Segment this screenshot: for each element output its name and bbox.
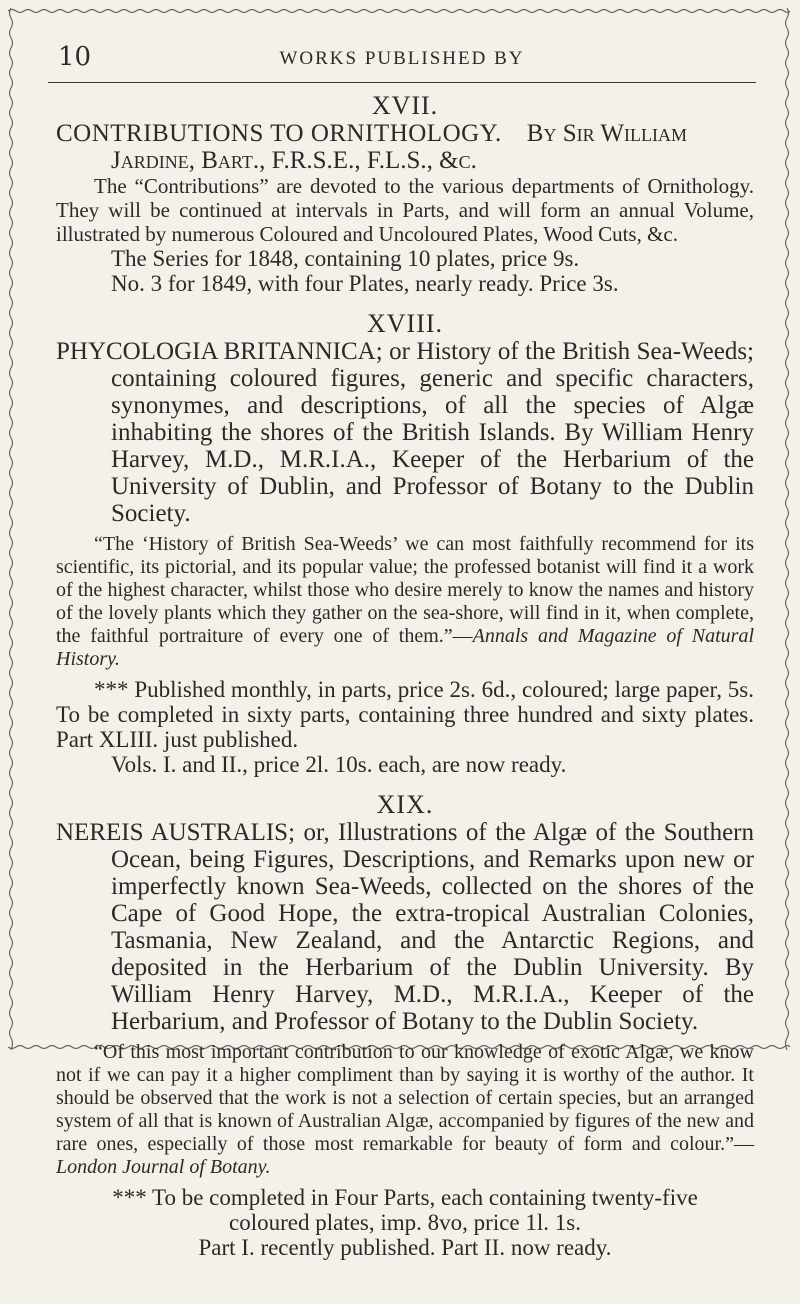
quote-source: London Journal of Botany. bbox=[56, 1156, 271, 1178]
page-header bbox=[48, 42, 756, 83]
section-body: The “Contributions” are devoted to the various departments of Ornithology. They will be continued at intervals in Parts, and will form an annual Volume, illustrated by numerous Coloured and Uncoloured Plates, Wood Cuts, &c. bbox=[56, 174, 754, 246]
page-number: 10 bbox=[58, 42, 92, 72]
quote-text: “The ‘History of British Sea-Weeds’ we can most faithfully recommend for its scientific, its pictorial, and its popular value; the professed botanist will find it a work of the highest character, whilst those who desire merely to know the names and history of the lovely plants which they gather on the sea-shore, will find in it, when complete, the faithful portraiture of every one of them.”— bbox=[56, 533, 754, 647]
publication-notice: *** To be completed in Four Parts, each containing twenty-five coloured plates, imp. 8vo, price 1l. 1s. bbox=[112, 1185, 698, 1235]
series-line: The Series for 1848, containing 10 plates, price 9s. bbox=[111, 246, 580, 271]
page-content bbox=[56, 92, 754, 1260]
section-title: PHYCOLOGIA BRITANNICA; or History of the British Sea-Weeds; containing coloured figures, generic and specific characters, synonymes, and descriptions, of all the species of Algæ inhabiting the shores of the British Islands. By William Henry Harvey, M.D., M.R.I.A., Keeper of the Herbarium of the University of Dublin, and Professor of Botany to the Dublin Society. bbox=[56, 338, 754, 527]
title-author-line: Jardine, Bart., F.R.S.E., F.L.S., &c. bbox=[111, 147, 477, 174]
border-left-ornament bbox=[8, 8, 14, 1050]
section-number: XVIII. bbox=[366, 309, 444, 338]
review-quote bbox=[56, 533, 754, 671]
number-line: No. 3 for 1849, with four Plates, nearly ready. Price 3s. bbox=[111, 271, 619, 296]
section-number: XVII. bbox=[371, 91, 439, 120]
section-number: XIX. bbox=[376, 790, 434, 819]
quote-source: Annals and Magazine of Natural History. bbox=[56, 625, 755, 670]
border-top-ornament bbox=[8, 8, 790, 14]
section-title: NEREIS AUSTRALIS; or, Illustrations of the Algæ of the Southern Ocean, being Figures, Descriptions, and Remarks upon new or imperfectly known Sea-Weeds, collected on the shores of the Cape of Good Hope, the extra-tropical Australian Colonies, Tasmania, New Zealand, and the Antarctic Regions, and deposited in the Herbarium of the Dublin University. By William Henry Harvey, M.D., M.R.I.A., Keeper of the Herbarium, and Professor of Botany to the Dublin Society. bbox=[56, 819, 754, 1035]
review-quote bbox=[56, 1041, 754, 1179]
section-xix bbox=[56, 791, 754, 1260]
page-frame bbox=[8, 8, 790, 1260]
title-author: By Sir William bbox=[526, 120, 687, 147]
section-xviii bbox=[56, 310, 754, 777]
parts-line: Part I. recently published. Part II. now ready. bbox=[198, 1235, 612, 1260]
section-xvii bbox=[56, 92, 754, 296]
publication-notice: *** Published monthly, in parts, price 2s. 6d., coloured; large paper, 5s. To be completed in sixty parts, containing three hundred and sixty plates. Part XLIII. just published. bbox=[56, 677, 754, 752]
border-right-ornament bbox=[784, 8, 790, 1050]
section-title bbox=[56, 120, 754, 147]
title-main: CONTRIBUTIONS TO ORNITHOLOGY. bbox=[56, 120, 502, 147]
volumes-line: Vols. I. and II., price 2l. 10s. each, are now ready. bbox=[111, 752, 567, 777]
running-head: WORKS PUBLISHED BY bbox=[279, 48, 525, 69]
quote-text: “Of this most important contribution to our knowledge of exotic Algæ, we know not if we can pay it a higher compliment than by saying it is worthy of the author. It should be observed that the work is not a selection of certain species, but an arranged system of all that is known of Australian Algæ, accompanied by figures of the new and rare ones, especially of those most remarkable for beauty of form and colour.”— bbox=[56, 1041, 754, 1155]
